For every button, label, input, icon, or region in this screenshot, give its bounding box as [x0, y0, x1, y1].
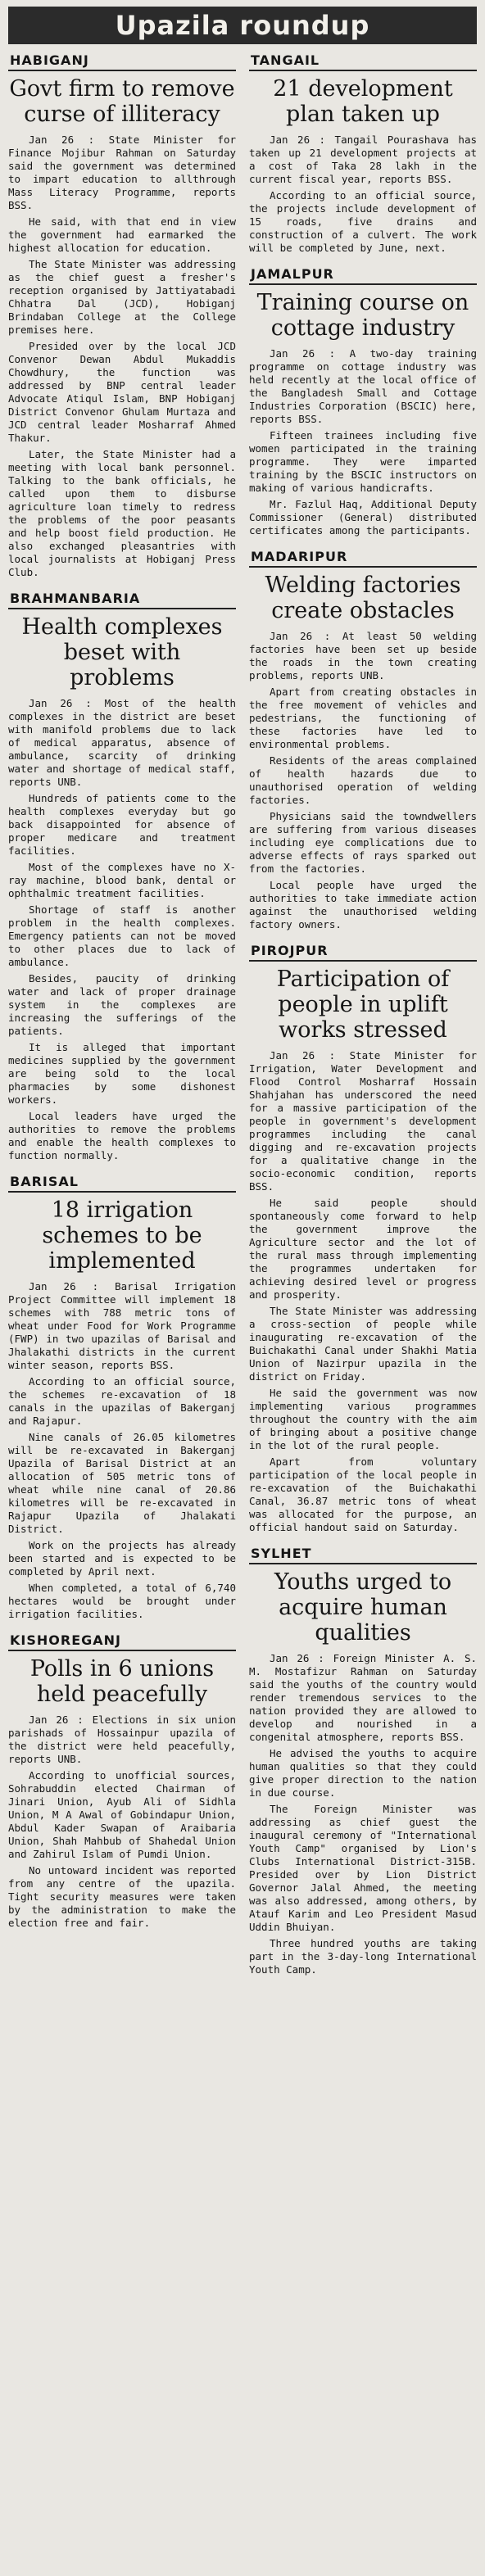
news-story	[249, 1546, 477, 1976]
story-paragraph: Physicians said the towndwellers are suffering from various diseases including eye complications due to adverse effects of rays sparked out from the factories.	[249, 810, 477, 875]
dateline-place: TANGAIL	[249, 52, 477, 71]
story-paragraph: The State Minister was addressing a cross-section of people while inaugurating re-excavation of the Buichakathi Canal under Shakhi Matia Union of Nazirpur upazila in the district on Friday.	[249, 1305, 477, 1383]
story-paragraph: Jan 26 : Tangail Pourashava has taken up 21 development projects at a cost of Taka 28 lakh in the current fiscal year, reports BSS.	[249, 134, 477, 185]
story-paragraph: Apart from voluntary participation of the local people in re-excavation of the Buichakathi Canal, 36.87 metric tons of wheat was allocated for the purpose, an official handout said on Saturday.	[249, 1456, 477, 1533]
story-paragraph: He said, with that end in view the government had earmarked the highest allocation for education.	[8, 215, 236, 254]
dateline-place: MADARIPUR	[249, 549, 477, 568]
story-headline: 21 development plan taken up	[273, 76, 453, 127]
story-headline: Participation of people in uplift works stressed	[276, 967, 450, 1043]
dateline-place: KISHOREGANJ	[8, 1632, 236, 1651]
news-story	[249, 52, 477, 255]
story-headline: Youths urged to acquire human qualities	[274, 1569, 452, 1646]
dateline-place: HABIGANJ	[8, 52, 236, 71]
story-paragraph: Most of the complexes have no X-ray machine, blood bank, dental or ophthalmic treatment facilities.	[8, 861, 236, 899]
news-story	[8, 52, 236, 579]
story-paragraph: It is alleged that important medicines supplied by the government are being sold to the local pharmacies by some dishonest workers.	[8, 1041, 236, 1106]
story-paragraph: Work on the projects has already been started and is expected to be completed by April next.	[8, 1539, 236, 1578]
story-headline: Training course on cottage industry	[256, 290, 469, 341]
story-headline: Polls in 6 unions held peacefully	[29, 1656, 215, 1707]
story-paragraph: Jan 26 : Elections in six union parishads of Hossainpur upazila of the district were held peacefully, reports UNB.	[8, 1714, 236, 1765]
news-story	[8, 1174, 236, 1621]
news-story	[249, 943, 477, 1534]
story-paragraph: Local people have urged the authorities to take immediate action against the unauthorised welding factory owners.	[249, 879, 477, 930]
story-paragraph: He said people should spontaneously come forward to help the government improve the Agriculture sector and the lot of the rural mass through implementing the programmes undertaken for achieving desired level or progress and prosperity.	[249, 1197, 477, 1301]
news-story	[249, 266, 477, 537]
story-paragraph: He advised the youths to acquire human qualities so that they could give proper direction to the nation in due course.	[249, 1747, 477, 1799]
story-paragraph: Jan 26 : At least 50 welding factories have been set up beside the roads in the town creating problems, reports UNB.	[249, 630, 477, 681]
dateline-place: JAMALPUR	[249, 266, 477, 285]
story-headline: Govt firm to remove curse of illiteracy	[9, 76, 235, 127]
article-columns	[8, 52, 477, 1988]
story-paragraph: Jan 26 : State Minister for Irrigation, Water Development and Flood Control Mosharraf Hossain Shahjahan has underscored the need for a massive participation of the people in government's development programmes including the canal digging and re-excavation projects for a qualitative change in the socio-economic condition, reports BSS.	[249, 1049, 477, 1193]
story-headline: Welding factories create obstacles	[265, 573, 461, 623]
story-paragraph: Mr. Fazlul Haq, Additional Deputy Commissioner (General) distributed certificates among the participants.	[249, 498, 477, 536]
dateline-place: BRAHMANBARIA	[8, 591, 236, 609]
story-paragraph: Fifteen trainees including five women participated in the training programme. They were imparted training by the BSCIC instructors on making of various handicrafts.	[249, 429, 477, 494]
story-paragraph: Three hundred youths are taking part in the 3-day-long International Youth Camp.	[249, 1937, 477, 1976]
story-paragraph: Besides, paucity of drinking water and lack of proper drainage system in the complexes are increasing the sufferings of the patients.	[8, 972, 236, 1037]
story-paragraph: Jan 26 : Most of the health complexes in the district are beset with manifold problems due to lack of medical apparatus, absence of ambulance, scarcity of drinking water and shortage of medical staff, reports UNB.	[8, 697, 236, 788]
story-paragraph: Hundreds of patients come to the health complexes everyday but go back disappointed for absence of proper medicare and treatment facilities.	[8, 792, 236, 857]
story-paragraph: According to unofficial sources, Sohrabuddin elected Chairman of Jinari Union, Ayub Ali of Sidhla Union, M A Awal of Gobindapur Union, Abdul Kader Swapan of Araibaria Union, Shah Mahbub of Shahedal Union and Zahirul Islam of Pumdi Union.	[8, 1769, 236, 1860]
story-headline: 18 irrigation schemes to be implemented	[42, 1197, 202, 1274]
story-paragraph: Residents of the areas complained of health hazards due to unauthorised operation of welding factories.	[249, 754, 477, 806]
story-paragraph: Jan 26 : Foreign Minister A. S. M. Mostafizur Rahman on Saturday said the youths of the country would render tremendous services to the nation provided they are allowed to develop and nourished in a congenital atmosphere, reports BSS.	[249, 1652, 477, 1743]
news-story	[249, 549, 477, 931]
dateline-place: SYLHET	[249, 1546, 477, 1564]
story-paragraph: According to an official source, the schemes re-excavation of 18 canals in the upazilas of Bakerganj and Rajapur.	[8, 1375, 236, 1427]
story-paragraph: Jan 26 : State Minister for Finance Mojibur Rahman on Saturday said the government was determined to impart education to allthrough Mass Literacy Programme, reports BSS.	[8, 134, 236, 211]
story-paragraph: Nine canals of 26.05 kilometres will be re-excavated in Bakerganj Upazila of Barisal District at an allocation of 505 metric tons of wheat while nine canal of 20.86 kilometres will be re-excavated in Rajapur Upazila of Jhalakati District.	[8, 1431, 236, 1535]
story-paragraph: He said the government was now implementing various programmes throughout the country with the aim of bringing about a positive change in the lot of the rural people.	[249, 1387, 477, 1451]
story-paragraph: Local leaders have urged the authorities to remove the problems and enable the health complexes to function normally.	[8, 1110, 236, 1161]
story-paragraph: Apart from creating obstacles in the free movement of vehicles and pedestrians, the functioning of these factories have led to environmental problems.	[249, 686, 477, 750]
story-paragraph: The State Minister was addressing as the chief guest a fresher's reception organised by Jattiyatabadi Chhatra Dal (JCD), Hobiganj Brindaban College at the College premises here.	[8, 258, 236, 336]
story-paragraph: Jan 26 : A two-day training programme on cottage industry was held recently at the local office of the Bangladesh Small and Cottage Industries Corporation (BSCIC) here, reports BSS.	[249, 347, 477, 425]
news-story	[8, 1632, 236, 1930]
story-headline: Health complexes beset with problems	[21, 614, 223, 690]
dateline-place: BARISAL	[8, 1174, 236, 1193]
right-column	[249, 52, 477, 1988]
story-paragraph: Presided over by the local JCD Convenor Dewan Abdul Mukaddis Chowdhury, the function was addressed by BNP central leader Advocate Atiqul Islam, BNP Hobiganj District Convenor Ghulam Murtaza and JCD central leader Mosharraf Ahmed Thakur.	[8, 340, 236, 444]
left-column	[8, 52, 236, 1988]
story-paragraph: The Foreign Minister was addressing as chief guest the inaugural ceremony of "International Youth Camp" organised by Lion's Clubs International District-315B. Presided over by Lion District Governor Jalal Ahmed, the meeting was also addressed, among others, by Atauf Karim and Leo President Masud Uddin Bhuiyan.	[249, 1803, 477, 1933]
news-story	[8, 591, 236, 1162]
masthead: Upazila roundup	[8, 7, 477, 44]
dateline-place: PIROJPUR	[249, 943, 477, 962]
story-paragraph: No untoward incident was reported from any centre of the upazila. Tight security measures were taken by the administration to make the election free and fair.	[8, 1864, 236, 1929]
story-paragraph: According to an official source, the projects include development of 15 roads, five drains and construction of a culvert. The work will be completed by June, next.	[249, 189, 477, 254]
story-paragraph: Shortage of staff is another problem in the health complexes. Emergency patients can not be moved to other places due to lack of ambulance.	[8, 903, 236, 968]
story-paragraph: Jan 26 : Barisal Irrigation Project Committee will implement 18 schemes with 788 metric tons of wheat under Food for Work Programme (FWP) in two upazilas of Barisal and Jhalakathi districts in the current winter season, reports BSS.	[8, 1280, 236, 1371]
story-paragraph: When completed, a total of 6,740 hectares would be brought under irrigation facilities.	[8, 1582, 236, 1620]
story-paragraph: Later, the State Minister had a meeting with local bank personnel. Talking to the bank officials, he called upon them to disburse agriculture loan timely to redress the problems of the poor peasants and help boost field production. He also exchanged pleasantries with local journalists at Hobiganj Press Club.	[8, 448, 236, 578]
